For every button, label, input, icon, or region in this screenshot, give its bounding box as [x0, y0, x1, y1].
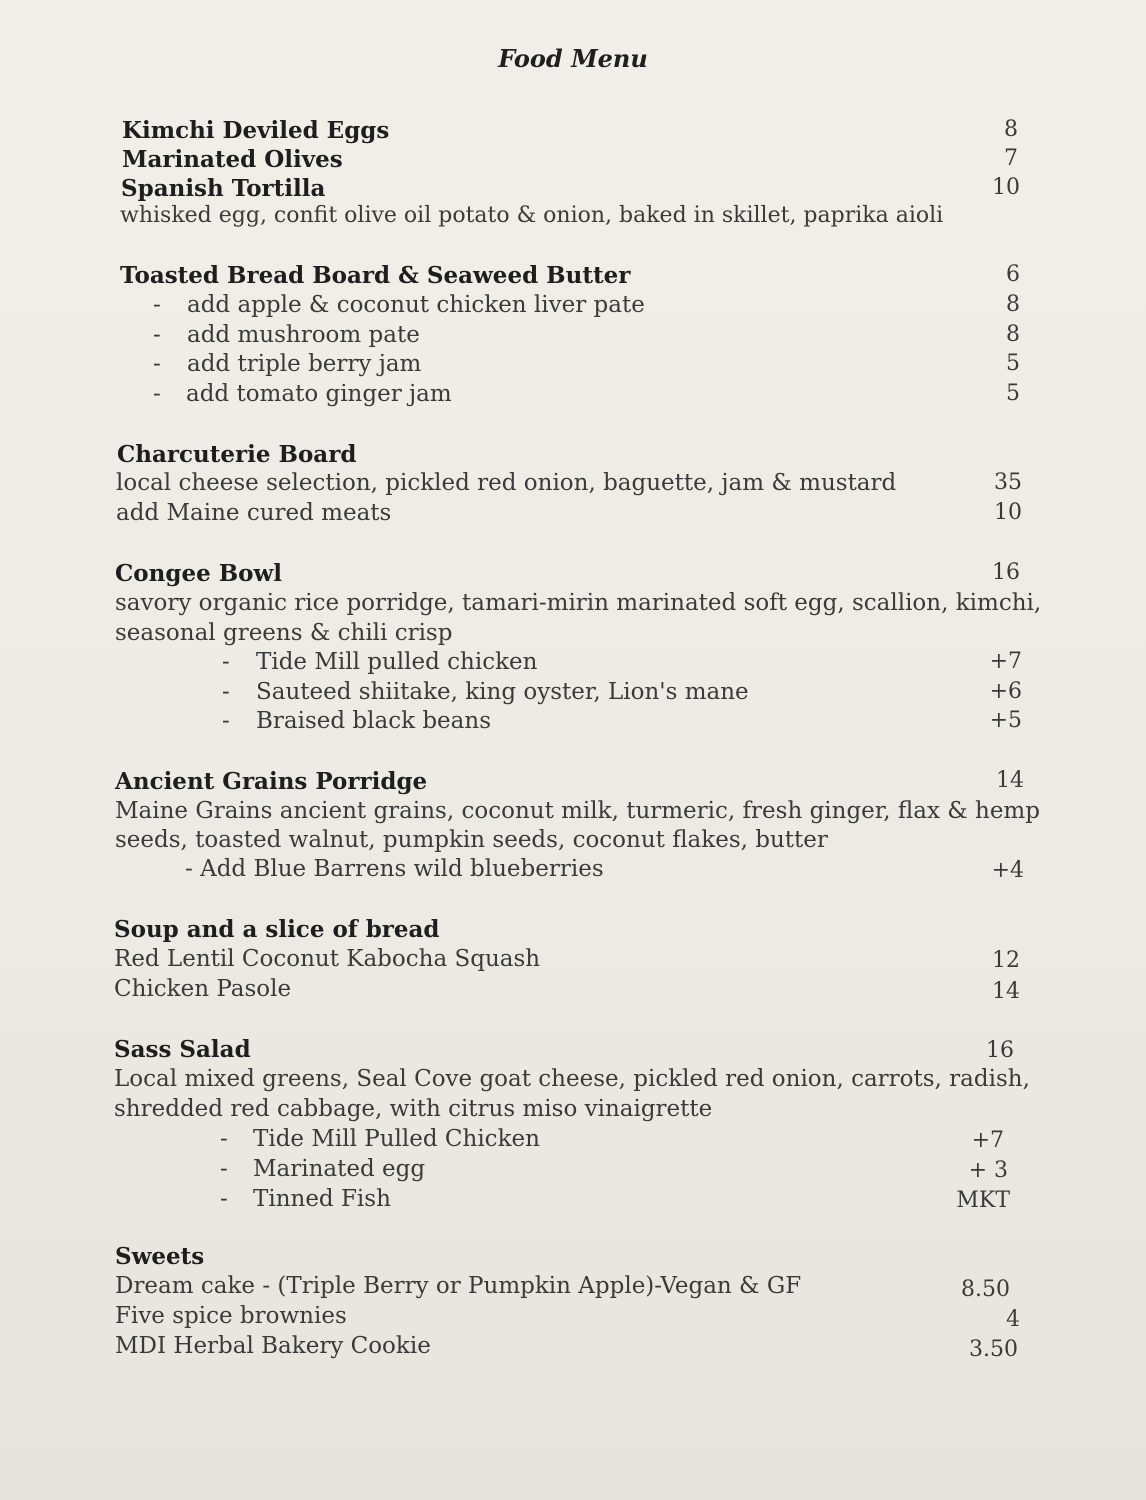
addon-label: Sauteed shiitake, king oyster, Lion's mane — [256, 679, 749, 705]
addon-price: +6 — [989, 679, 1022, 704]
addon-price: +4 — [991, 858, 1024, 883]
bullet-dash: - — [153, 381, 161, 407]
item-price: 6 — [1006, 262, 1020, 287]
addon-price: + 3 — [968, 1158, 1008, 1183]
addon-label: Tinned Fish — [253, 1186, 391, 1212]
bullet-dash: - — [220, 1156, 228, 1182]
item-description: Maine Grains ancient grains, coconut milk, turmeric, fresh ginger, flax & hemp — [115, 798, 1040, 824]
addon-price: 5 — [1006, 351, 1020, 376]
item-price: 16 — [992, 560, 1020, 585]
item-description: seeds, toasted walnut, pumpkin seeds, coconut flakes, butter — [115, 827, 828, 853]
bullet-dash: - — [222, 679, 230, 705]
item-price: 14 — [992, 979, 1020, 1004]
item-name: Charcuterie Board — [117, 441, 357, 468]
item-price: 10 — [992, 175, 1020, 200]
item-description: seasonal greens & chili crisp — [115, 620, 453, 646]
item-price: 8.50 — [961, 1277, 1010, 1302]
addon-label: Braised black beans — [256, 708, 491, 734]
addon-label: add Maine cured meats — [116, 500, 392, 526]
addon-price: 8 — [1006, 322, 1020, 347]
item-name: Spanish Tortilla — [121, 175, 326, 202]
item-label: Dream cake - (Triple Berry or Pumpkin Apple)-Vegan & GF — [115, 1273, 802, 1299]
addon-label: add apple & coconut chicken liver pate — [187, 292, 645, 318]
item-price: 14 — [996, 768, 1024, 793]
addon-label: Marinated egg — [253, 1156, 426, 1182]
item-name: Soup and a slice of bread — [114, 916, 440, 943]
item-name: Kimchi Deviled Eggs — [122, 117, 390, 144]
addon-price: +7 — [971, 1128, 1004, 1153]
addon-label: add tomato ginger jam — [186, 381, 452, 407]
item-label: Red Lentil Coconut Kabocha Squash — [114, 946, 541, 972]
item-price: 7 — [1004, 146, 1018, 171]
item-price: 8 — [1004, 117, 1018, 142]
item-price: 35 — [994, 470, 1022, 495]
item-description: shredded red cabbage, with citrus miso vinaigrette — [114, 1096, 713, 1122]
addon-price: MKT — [956, 1188, 1010, 1213]
addon-price: +5 — [989, 708, 1022, 733]
item-name: Sass Salad — [114, 1036, 251, 1063]
addon-label: - Add Blue Barrens wild blueberries — [185, 856, 604, 882]
item-description: whisked egg, confit olive oil potato & onion, baked in skillet, paprika aioli — [120, 203, 944, 228]
item-price: 4 — [1006, 1307, 1020, 1332]
item-price: 12 — [992, 948, 1020, 973]
bullet-dash: - — [220, 1126, 228, 1152]
item-price: 3.50 — [969, 1337, 1018, 1362]
item-label: Chicken Pasole — [114, 976, 292, 1002]
bullet-dash: - — [153, 292, 161, 318]
item-name: Toasted Bread Board & Seaweed Butter — [120, 262, 631, 289]
addon-price: 8 — [1006, 292, 1020, 317]
item-name: Congee Bowl — [115, 560, 283, 587]
addon-label: add triple berry jam — [187, 351, 422, 377]
item-name: Marinated Olives — [122, 146, 343, 173]
bullet-dash: - — [153, 351, 161, 377]
item-label: Five spice brownies — [115, 1303, 347, 1329]
bullet-dash: - — [222, 649, 230, 675]
item-name: Sweets — [115, 1243, 205, 1270]
bullet-dash: - — [153, 322, 161, 348]
addon-label: add mushroom pate — [187, 322, 420, 348]
addon-price: +7 — [989, 649, 1022, 674]
item-name: Ancient Grains Porridge — [115, 768, 428, 795]
bullet-dash: - — [222, 708, 230, 734]
item-description: local cheese selection, pickled red onion, baguette, jam & mustard — [116, 470, 897, 496]
addon-label: Tide Mill Pulled Chicken — [253, 1126, 540, 1152]
addon-price: 10 — [994, 500, 1022, 525]
addon-price: 5 — [1006, 381, 1020, 406]
item-price: 16 — [986, 1038, 1014, 1063]
page-title: Food Menu — [498, 44, 648, 73]
item-description: savory organic rice porridge, tamari-mirin marinated soft egg, scallion, kimchi, — [115, 590, 1042, 616]
item-label: MDI Herbal Bakery Cookie — [115, 1333, 431, 1359]
item-description: Local mixed greens, Seal Cove goat cheese, pickled red onion, carrots, radish, — [114, 1066, 1030, 1092]
bullet-dash: - — [220, 1186, 228, 1212]
addon-label: Tide Mill pulled chicken — [256, 649, 538, 675]
